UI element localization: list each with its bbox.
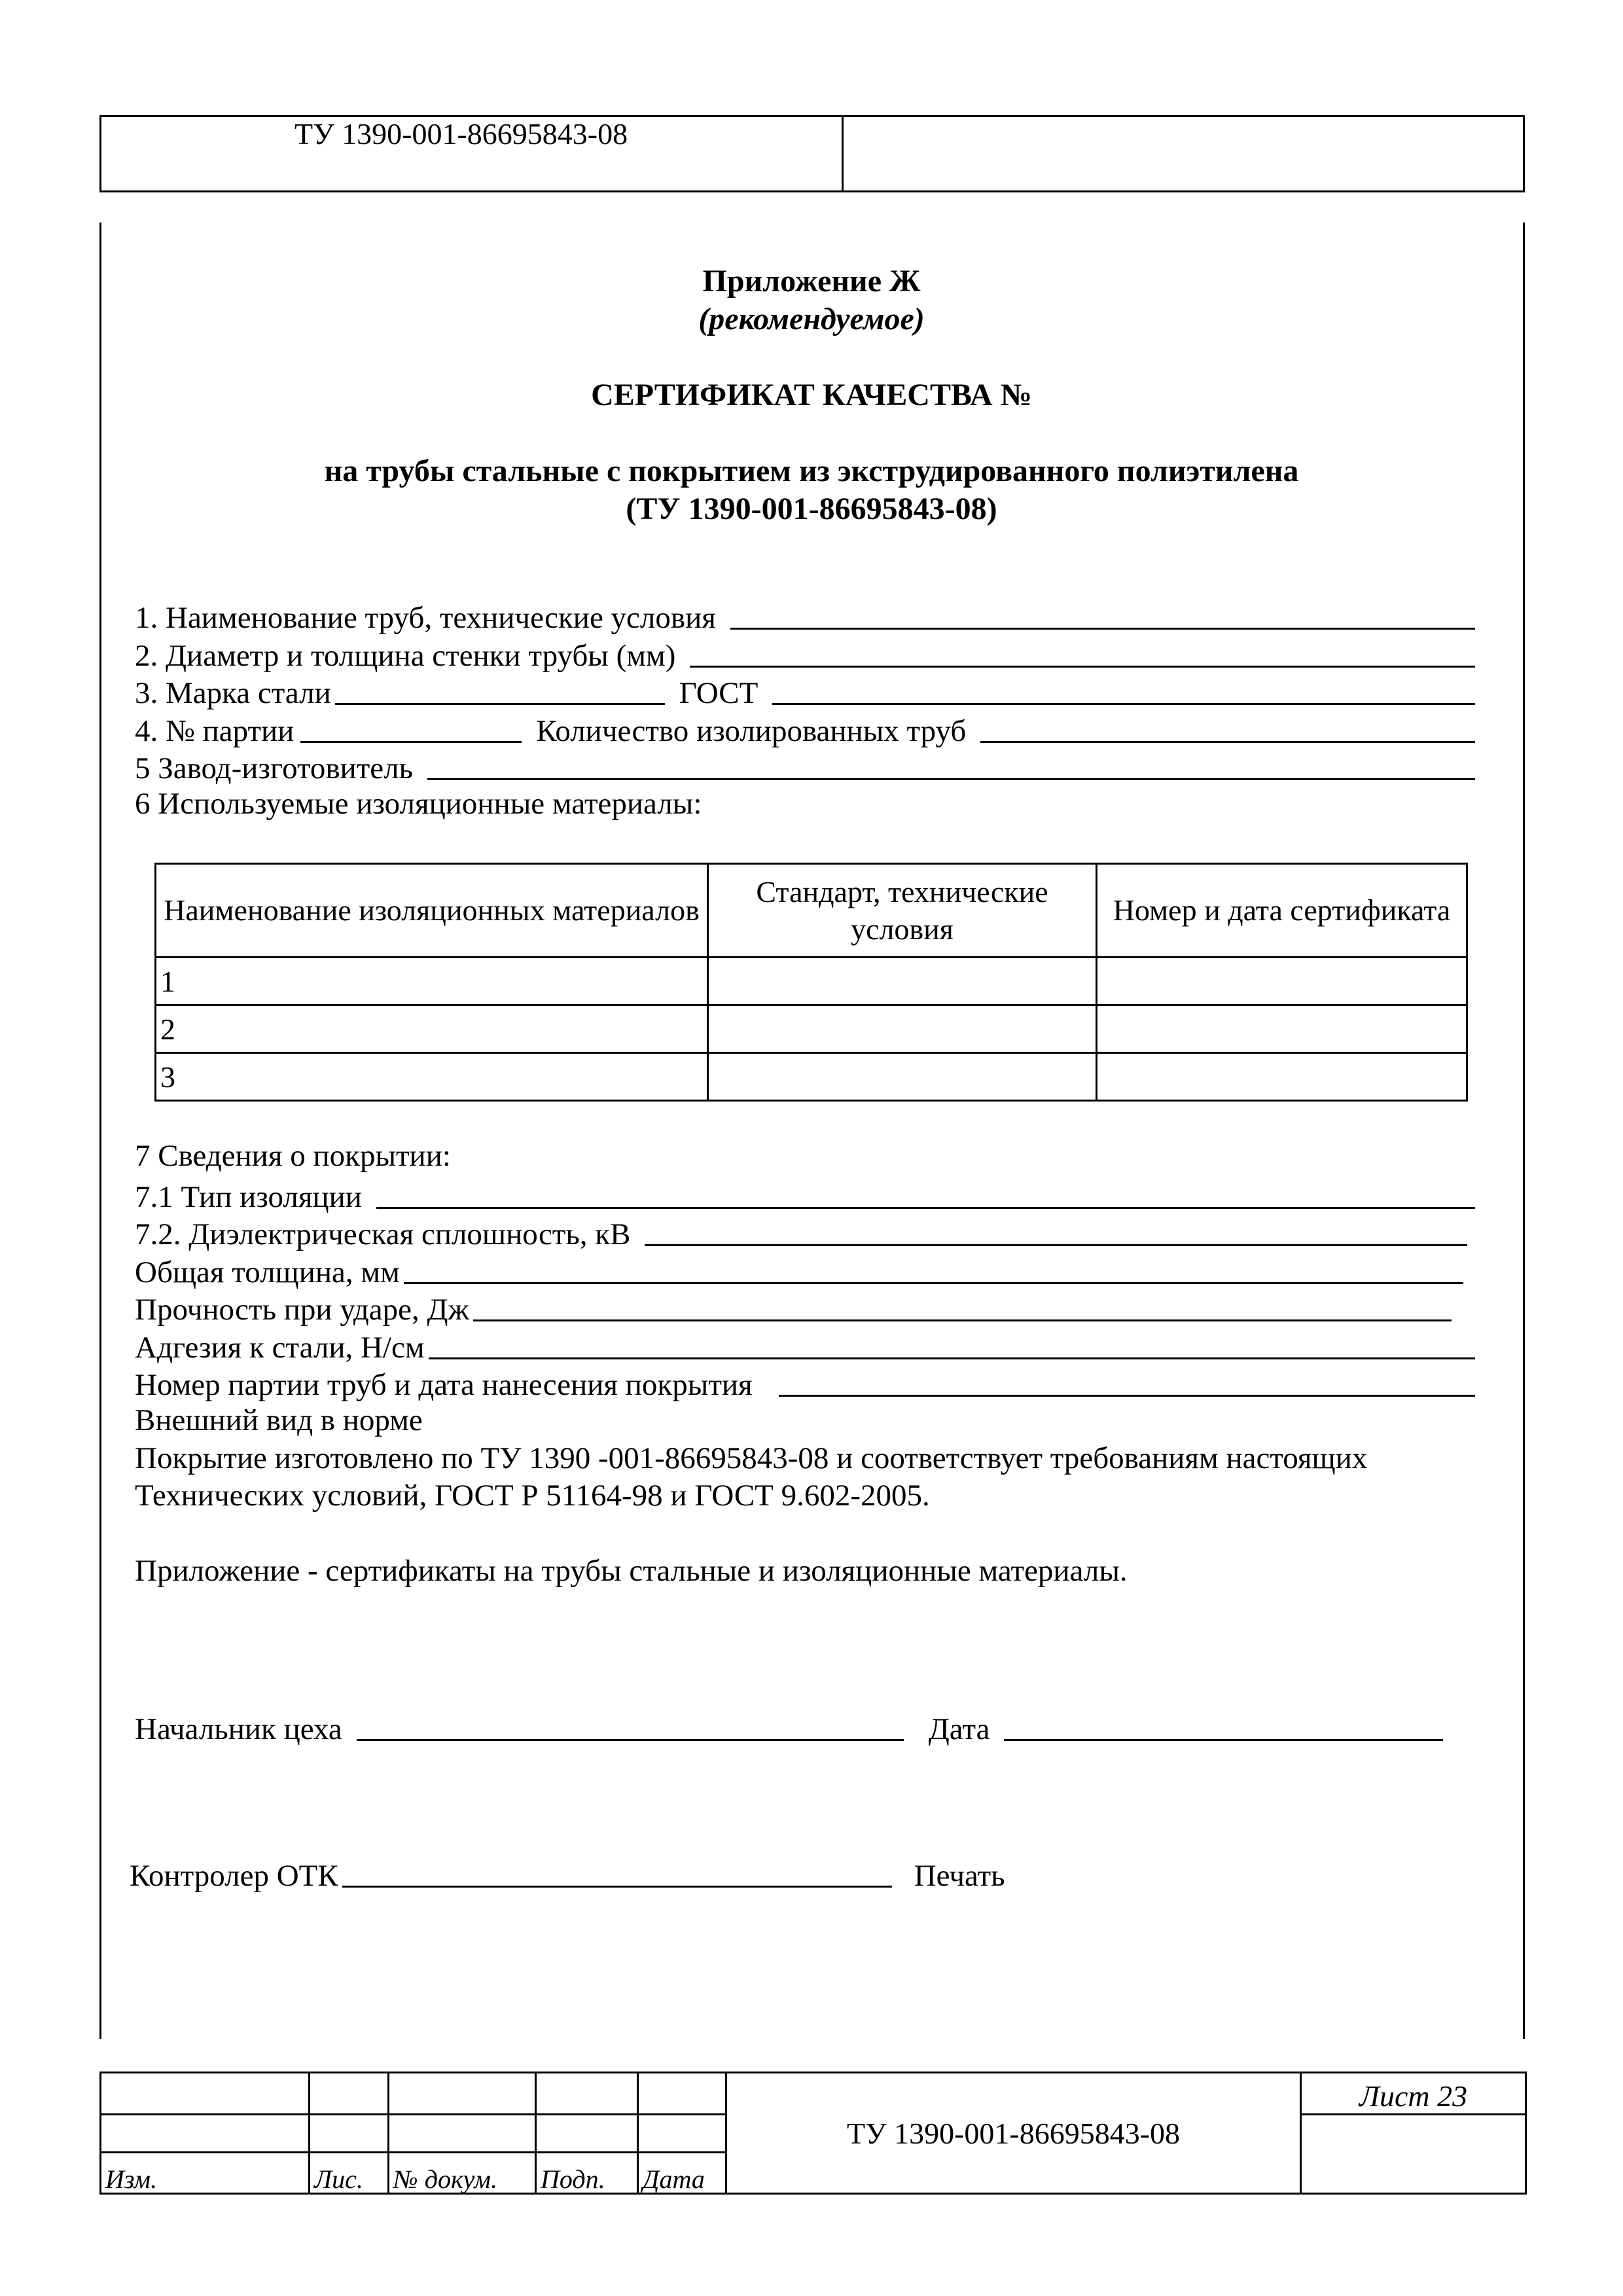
field-batch-blank[interactable]: [300, 741, 522, 743]
footer-label-sheet: Лис.: [310, 2153, 389, 2194]
footer-label-change: Изм.: [101, 2153, 310, 2194]
field-manufacturer-label: 5 Завод-изготовитель: [135, 751, 413, 785]
revision-cell: [389, 2073, 536, 2115]
field-thickness-label: Общая толщина, мм: [135, 1255, 400, 1289]
header-material-name: Наименование изоляционных материалов: [156, 864, 708, 958]
signature-qc-label: Контролер ОТК: [130, 1859, 338, 1893]
footer-label-date: Дата: [638, 2153, 726, 2194]
row-number: 2: [156, 1005, 708, 1053]
table-cell[interactable]: [708, 1053, 1097, 1101]
field-batch-date-blank[interactable]: [779, 1395, 1475, 1397]
footer-label-signature: Подп.: [536, 2153, 638, 2194]
field-thickness-blank[interactable]: [404, 1282, 1463, 1284]
table-row: [156, 958, 1467, 1005]
table-cell[interactable]: [1097, 958, 1467, 1005]
field-impact-blank[interactable]: [473, 1319, 1452, 1321]
field-manufacturer-blank[interactable]: [427, 778, 1475, 780]
field-thickness: [135, 1250, 1463, 1288]
field-pipe-name-label: 1. Наименование труб, технические условия: [135, 601, 716, 635]
field-materials-heading: 6 Используемые изоляционные материалы:: [135, 787, 702, 821]
signature-date-blank[interactable]: [1004, 1739, 1443, 1741]
header-cert-number: Номер и дата сертификата: [1097, 864, 1467, 958]
row-number: 1: [156, 958, 708, 1005]
footer-sheet: Лист 23: [1301, 2073, 1526, 2115]
field-diameter-blank[interactable]: [690, 666, 1475, 668]
field-manufacturer: [135, 746, 1475, 784]
field-pipe-count-blank[interactable]: [980, 741, 1475, 743]
field-steel-grade-blank[interactable]: [335, 703, 665, 705]
field-dielectric-blank[interactable]: [645, 1244, 1467, 1246]
signature-head-blank[interactable]: [357, 1739, 904, 1741]
revision-cell: [536, 2115, 638, 2153]
certificate-title: СЕРТИФИКАТ КАЧЕСТВА №: [591, 378, 1032, 412]
revision-cell: [101, 2073, 310, 2115]
field-insulation-type: [135, 1175, 1475, 1213]
header-standard: Стандарт, технические условия: [708, 864, 1097, 958]
field-adhesion-blank[interactable]: [429, 1357, 1475, 1359]
certificate-subject-line2: (ТУ 1390-001-86695843-08): [626, 492, 997, 526]
table-cell[interactable]: [1097, 1005, 1467, 1053]
field-steel-grade: [135, 671, 1475, 709]
row-number: 3: [156, 1053, 708, 1101]
field-pipe-count-label: Количество изолированных труб: [536, 714, 967, 748]
field-batch-date-label: Номер партии труб и дата нанесения покрытия: [135, 1368, 753, 1402]
table-row: [156, 1005, 1467, 1053]
revision-cell: [310, 2115, 389, 2153]
field-batch-label: 4. № партии: [135, 714, 294, 748]
stamp-label: Печать: [914, 1859, 1005, 1893]
footer-title-block: [99, 2072, 1527, 2195]
field-diameter-label: 2. Диаметр и толщина стенки трубы (мм): [135, 639, 676, 673]
field-steel-grade-label: 3. Марка стали: [135, 676, 331, 710]
table-cell[interactable]: [708, 1005, 1097, 1053]
revision-cell: [101, 2115, 310, 2153]
footer-sheet-blank: [1301, 2115, 1526, 2194]
field-impact: [135, 1287, 1452, 1325]
field-insulation-type-label: 7.1 Тип изоляции: [135, 1180, 362, 1214]
field-pipe-name: [135, 596, 1475, 634]
field-dielectric-label: 7.2. Диэлектрическая сплошность, кВ: [135, 1217, 631, 1251]
revision-cell: [638, 2115, 726, 2153]
attachment-note: Приложение - сертификаты на трубы стальные и изоляционные материалы.: [135, 1554, 1128, 1588]
signature-qc-blank[interactable]: [342, 1886, 892, 1888]
header-divider: [842, 115, 844, 192]
table-cell[interactable]: [708, 958, 1097, 1005]
field-pipe-name-blank[interactable]: [730, 628, 1475, 630]
materials-table: [154, 863, 1468, 1102]
appearance-note: Внешний вид в норме: [135, 1403, 423, 1437]
revision-cell: [638, 2073, 726, 2115]
field-adhesion-label: Адгезия к стали, Н/см: [135, 1331, 425, 1365]
appendix-title: Приложение Ж: [702, 264, 921, 298]
signature-row-head: [135, 1707, 1443, 1745]
signature-row-qc: [130, 1854, 1005, 1892]
appendix-note: (рекомендуемое): [698, 302, 925, 336]
table-row: [156, 1053, 1467, 1101]
coating-heading: 7 Сведения о покрытии:: [135, 1139, 451, 1173]
header-doc-code: ТУ 1390-001-86695843-08: [294, 117, 628, 151]
field-impact-label: Прочность при ударе, Дж: [135, 1293, 470, 1327]
field-diameter: [135, 634, 1475, 672]
materials-table-header: [156, 864, 1467, 958]
revision-cell: [536, 2073, 638, 2115]
field-batch-date: [135, 1363, 1475, 1401]
field-gost-blank[interactable]: [772, 703, 1475, 705]
footer-label-doc-number: № докум.: [389, 2153, 536, 2194]
signature-date-label: Дата: [928, 1712, 990, 1746]
field-adhesion: [135, 1325, 1475, 1363]
table-cell[interactable]: [1097, 1053, 1467, 1101]
footer-doc-code: ТУ 1390-001-86695843-08: [726, 2073, 1301, 2194]
revision-cell: [310, 2073, 389, 2115]
field-batch: [135, 709, 1475, 747]
compliance-line2: Технических условий, ГОСТ Р 51164-98 и ГОСТ 9.602-2005.: [135, 1479, 930, 1513]
signature-head-label: Начальник цеха: [135, 1712, 342, 1746]
certificate-subject-line1: на трубы стальные с покрытием из экструдированного полиэтилена: [324, 454, 1299, 488]
field-dielectric: [135, 1212, 1467, 1250]
field-gost-label: ГОСТ: [679, 676, 758, 710]
compliance-line1: Покрытие изготовлено по ТУ 1390 -001-86695843-08 и соответствует требованиям настоящих: [135, 1441, 1368, 1475]
field-insulation-type-blank[interactable]: [376, 1207, 1475, 1209]
revision-cell: [389, 2115, 536, 2153]
